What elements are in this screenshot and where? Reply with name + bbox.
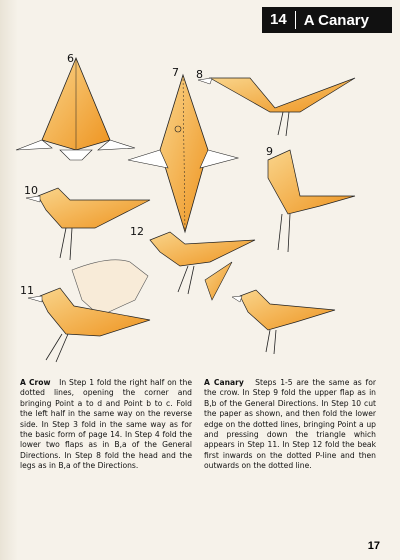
step-label-12: 12 — [130, 225, 144, 238]
crow-text: In Step 1 fold the right half on the dotted lines, opening the corner and bringing Point a to d and Point b to c. Fold the left half in the same way on the reverse side. In Step 3 fold in the same way as for the basic form of page 14. In Step 4 fold the lower two flaps as in B,a of the General Directions. In Step 8 fold the head and the legs as in B,a of the Directions. — [20, 378, 192, 471]
step-label-9: 9 — [266, 145, 273, 158]
step-7-diagram — [128, 75, 238, 232]
step-10-diagram — [26, 188, 150, 260]
canary-heading: A Canary — [204, 378, 244, 387]
chapter-title: A Canary — [303, 11, 369, 29]
final-canary-diagram — [232, 290, 335, 354]
step-9-diagram — [268, 150, 355, 252]
canary-text: Steps 1-5 are the same as for the crow. In Step 9 fold the upper flap as in B,b of the General Directions. In Step 10 cut the paper as shown, and then fold the lower edge on the dotted lines, bringing Point a up and pressing down the triangle which appears in Step 11. In Step 12 fold the beak first inwards on the dotted P-line and then outwards on the dotted line. — [204, 378, 376, 471]
step-11-diagram — [28, 260, 150, 362]
crow-heading: A Crow — [20, 378, 51, 387]
step-label-10: 10 — [24, 184, 38, 197]
step-label-6: 6 — [67, 52, 74, 65]
crow-instructions — [20, 378, 192, 472]
step-12-diagram — [150, 232, 255, 300]
page-number: 17 — [367, 540, 380, 552]
step-label-7: 7 — [172, 66, 179, 79]
step-label-11: 11 — [20, 284, 34, 297]
step-label-8: 8 — [196, 68, 203, 81]
chapter-number: 14 — [262, 11, 296, 29]
step-8-diagram — [198, 78, 355, 136]
canary-instructions — [204, 378, 376, 472]
step-6-diagram — [16, 58, 135, 160]
